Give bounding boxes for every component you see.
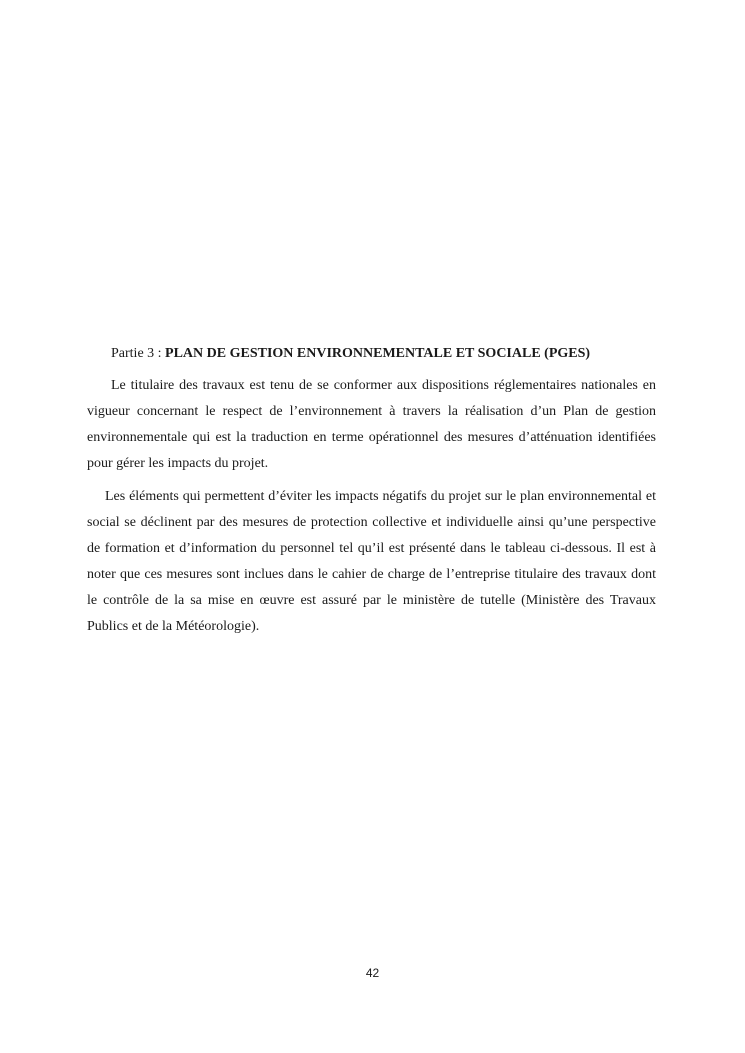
section-label: Partie 3 :: [111, 346, 166, 361]
section-title: PLAN DE GESTION ENVIRONNEMENTALE ET SOCIALE (PGES): [165, 346, 591, 361]
page-content: [87, 344, 656, 647]
section-heading: [87, 344, 656, 364]
body-paragraph: Le titulaire des travaux est tenu de se conformer aux dispositions réglementaires nationales en vigueur concernant le respect de l’environnement à travers la réalisation d’un Plan de gestion environnementale qui est la traduction en terme opérationnel des mesures d’atténuation identifiées pour gérer les impacts du projet.: [87, 378, 656, 471]
body-paragraph: Les éléments qui permettent d’éviter les impacts négatifs du projet sur le plan environnemental et social se déclinent par des mesures de protection collective et individuelle ainsi qu’une perspective de formation et d’information du personnel tel qu’il est présenté dans le tableau ci-dessous. Il est à noter que ces mesures sont inclues dans le cahier de charge de l’entreprise titulaire des travaux dont le contrôle de la sa mise en œuvre est assuré par le ministère de tutelle (Ministère des Travaux Publics et de la Météorologie).: [87, 489, 656, 634]
page-number: 42: [365, 966, 380, 980]
